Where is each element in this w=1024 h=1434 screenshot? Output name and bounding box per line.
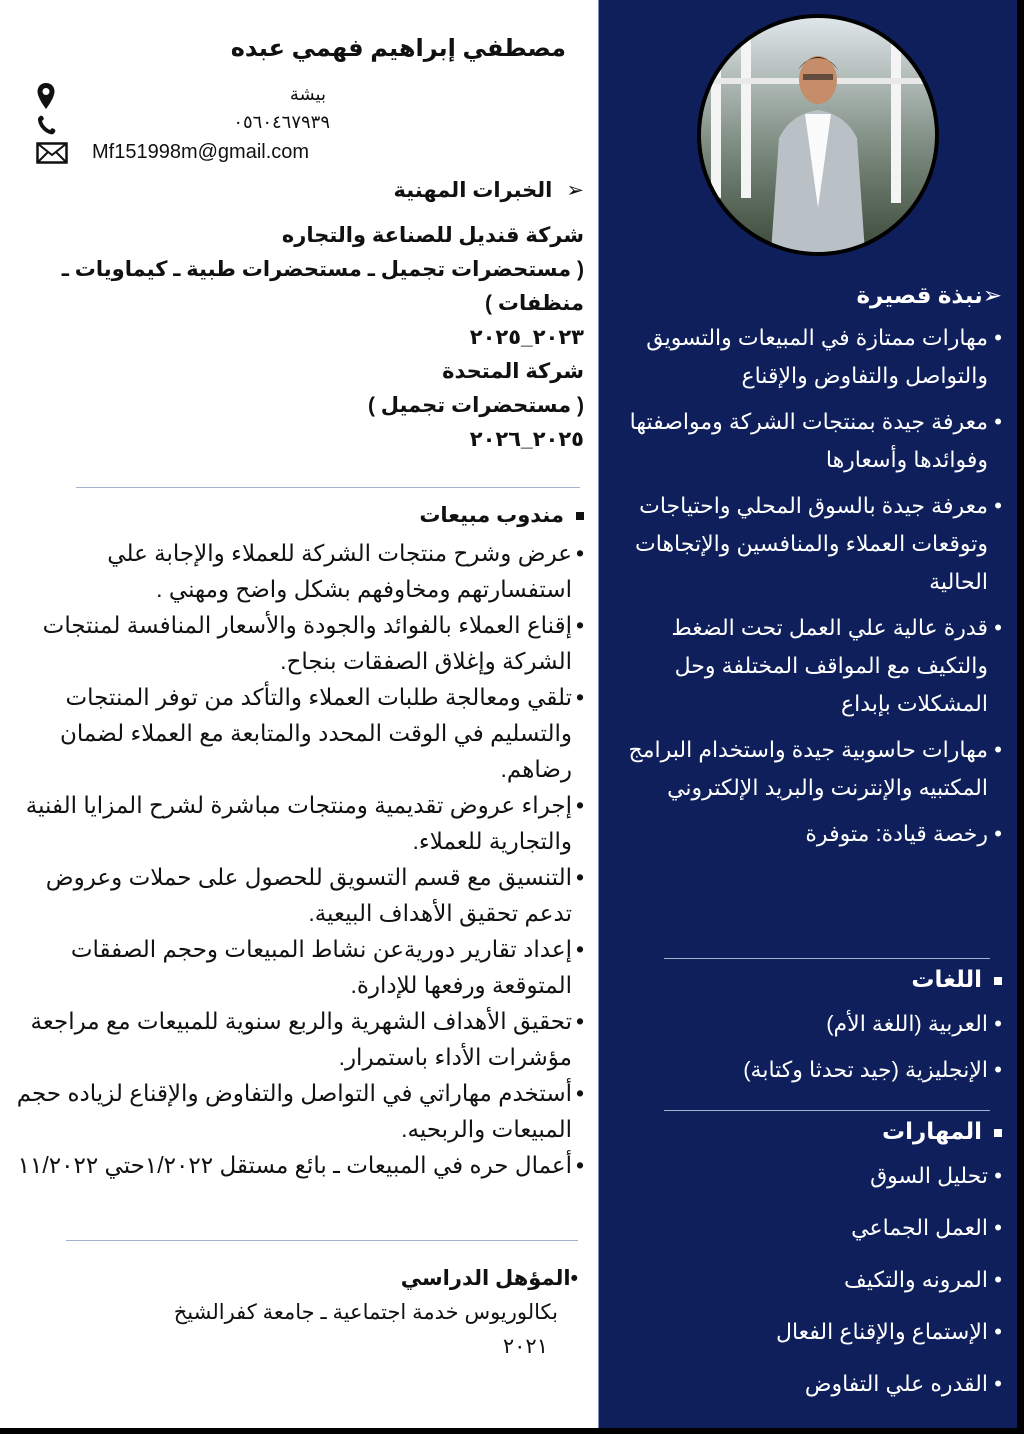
summary-section <box>620 282 1002 861</box>
location-pin-icon <box>36 82 56 110</box>
contact-phone: ٠٥٦٠٤٦٧٩٣٩ <box>233 112 330 132</box>
sidebar-edge <box>598 0 599 1428</box>
profile-photo <box>697 14 939 256</box>
person-silhouette-icon <box>701 18 935 252</box>
education-year: ٢٠٢١ <box>502 1335 548 1358</box>
summary-item: • رخصة قيادة: متوفرة <box>620 815 1002 853</box>
experience-section <box>24 178 584 457</box>
summary-item: • معرفة جيدة بالسوق المحلي واحتياجات وتوقعات العملاء والمنافسين والإتجاهات الحالية <box>620 487 1002 601</box>
contact-city: بيشة <box>289 84 326 104</box>
skills-list <box>620 1157 1002 1403</box>
company-name: شركة المتحدة <box>442 360 584 383</box>
skill-item: • الإستماع والإقناع الفعال <box>620 1313 1002 1351</box>
company-years: ٢٠٢٣_٢٠٢٥ <box>469 326 584 349</box>
skills-heading: المهارات <box>620 1118 1002 1145</box>
duties-list <box>16 535 584 1183</box>
experience-title: الخبرات المهنية <box>393 179 553 202</box>
languages-list <box>620 1005 1002 1089</box>
square-bullet-icon <box>994 977 1002 985</box>
role-title: مندوب مبيعات <box>419 504 564 527</box>
phone-icon <box>36 114 60 136</box>
duty-item: • عرض وشرح منتجات الشركة للعملاء والإجابة علي استفسارتهم ومخاوفهم بشكل واضح ومهني . <box>16 535 584 607</box>
duty-item: • أستخدم مهاراتي في التواصل والتفاوض والإقناع لزياده حجم المبيعات والربحيه. <box>16 1075 584 1147</box>
education-section <box>38 1262 578 1364</box>
duty-item: • التنسيق مع قسم التسويق للحصول على حملات وعروض تدعم تحقيق الأهداف البيعية. <box>16 859 584 931</box>
duty-item: • إعداد تقارير دوريةعن نشاط المبيعات وحجم الصفقات المتوقعة ورفعها للإدارة. <box>16 931 584 1003</box>
summary-list <box>620 319 1002 853</box>
skill-item: • القدره علي التفاوض <box>620 1365 1002 1403</box>
company-years: ٢٠٢٥_٢٠٢٦ <box>469 428 584 451</box>
languages-heading: اللغات <box>620 966 1002 993</box>
summary-item: • معرفة جيدة بمنتجات الشركة ومواصفتها وفوائدها وأسعارها <box>620 403 1002 479</box>
contact-email[interactable]: Mf151998m@gmail.com <box>92 141 310 163</box>
role-heading <box>419 503 584 528</box>
summary-heading: ➢نبذة قصيرة <box>856 282 1002 308</box>
summary-item: • مهارات ممتازة في المبيعات والتسويق والتواصل والتفاوض والإقناع <box>620 319 1002 395</box>
divider <box>664 1110 990 1111</box>
arrow-icon: ➢ <box>982 282 1002 308</box>
experience-heading <box>24 178 584 203</box>
duty-item: • أعمال حره في المبيعات ـ بائع مستقل ١/٢٠٢٢حتي ١١/٢٠٢٢ <box>16 1147 584 1183</box>
duty-item: • تلقي ومعالجة طلبات العملاء والتأكد من توفر المنتجات والتسليم في الوقت المحدد والمتابعة مع العملاء لضمان رضاهم. <box>16 679 584 787</box>
duty-item: • إجراء عروض تقديمية ومنتجات مباشرة لشرح المزايا الفنية والتجارية للعملاء. <box>16 787 584 859</box>
square-bullet-icon <box>576 512 584 520</box>
education-title: •المؤهل الدراسي <box>400 1267 578 1290</box>
language-item: • الإنجليزية (جيد تحدثا وكتابة) <box>620 1051 1002 1089</box>
square-bullet-icon <box>994 1129 1002 1137</box>
duty-item: • إقناع العملاء بالفوائد والجودة والأسعار المنافسة لمنتجات الشركة وإغلاق الصفقات بنجاح. <box>16 607 584 679</box>
summary-item: • مهارات حاسوبية جيدة واستخدام البرامج المكتبيه والإنترنت والبريد الإلكتروني <box>620 731 1002 807</box>
education-degree: بكالوريوس خدمة اجتماعية ـ جامعة كفرالشيخ <box>173 1301 558 1324</box>
company-name: شركة قنديل للصناعة والتجاره <box>281 224 584 247</box>
arrow-icon: ➢ <box>566 179 584 202</box>
skill-item: • المرونه والتكيف <box>620 1261 1002 1299</box>
duty-item: • تحقيق الأهداف الشهرية والربع سنوية للمبيعات مع مراجعة مؤشرات الأداء باستمرار. <box>16 1003 584 1075</box>
person-name: مصطفي إبراهيم فهمي عبده <box>230 35 566 62</box>
skill-item: • العمل الجماعي <box>620 1209 1002 1247</box>
language-item: • العربية (اللغة الأم) <box>620 1005 1002 1043</box>
skill-item: • تحليل السوق <box>620 1157 1002 1195</box>
languages-section <box>620 966 1002 1097</box>
divider <box>76 487 580 488</box>
envelope-icon <box>36 142 68 164</box>
company-desc: ( مستحضرات تجميل ـ مستحضرات طبية ـ كيماويات ـ منظفات ) <box>61 258 584 315</box>
skills-section <box>620 1118 1002 1417</box>
company-desc: ( مستحضرات تجميل ) <box>367 394 584 417</box>
divider <box>66 1240 578 1241</box>
divider <box>664 958 990 959</box>
summary-item: • قدرة عالية علي العمل تحت الضغط والتكيف مع المواقف المختلفة وحل المشكلات بإبداع <box>620 609 1002 723</box>
